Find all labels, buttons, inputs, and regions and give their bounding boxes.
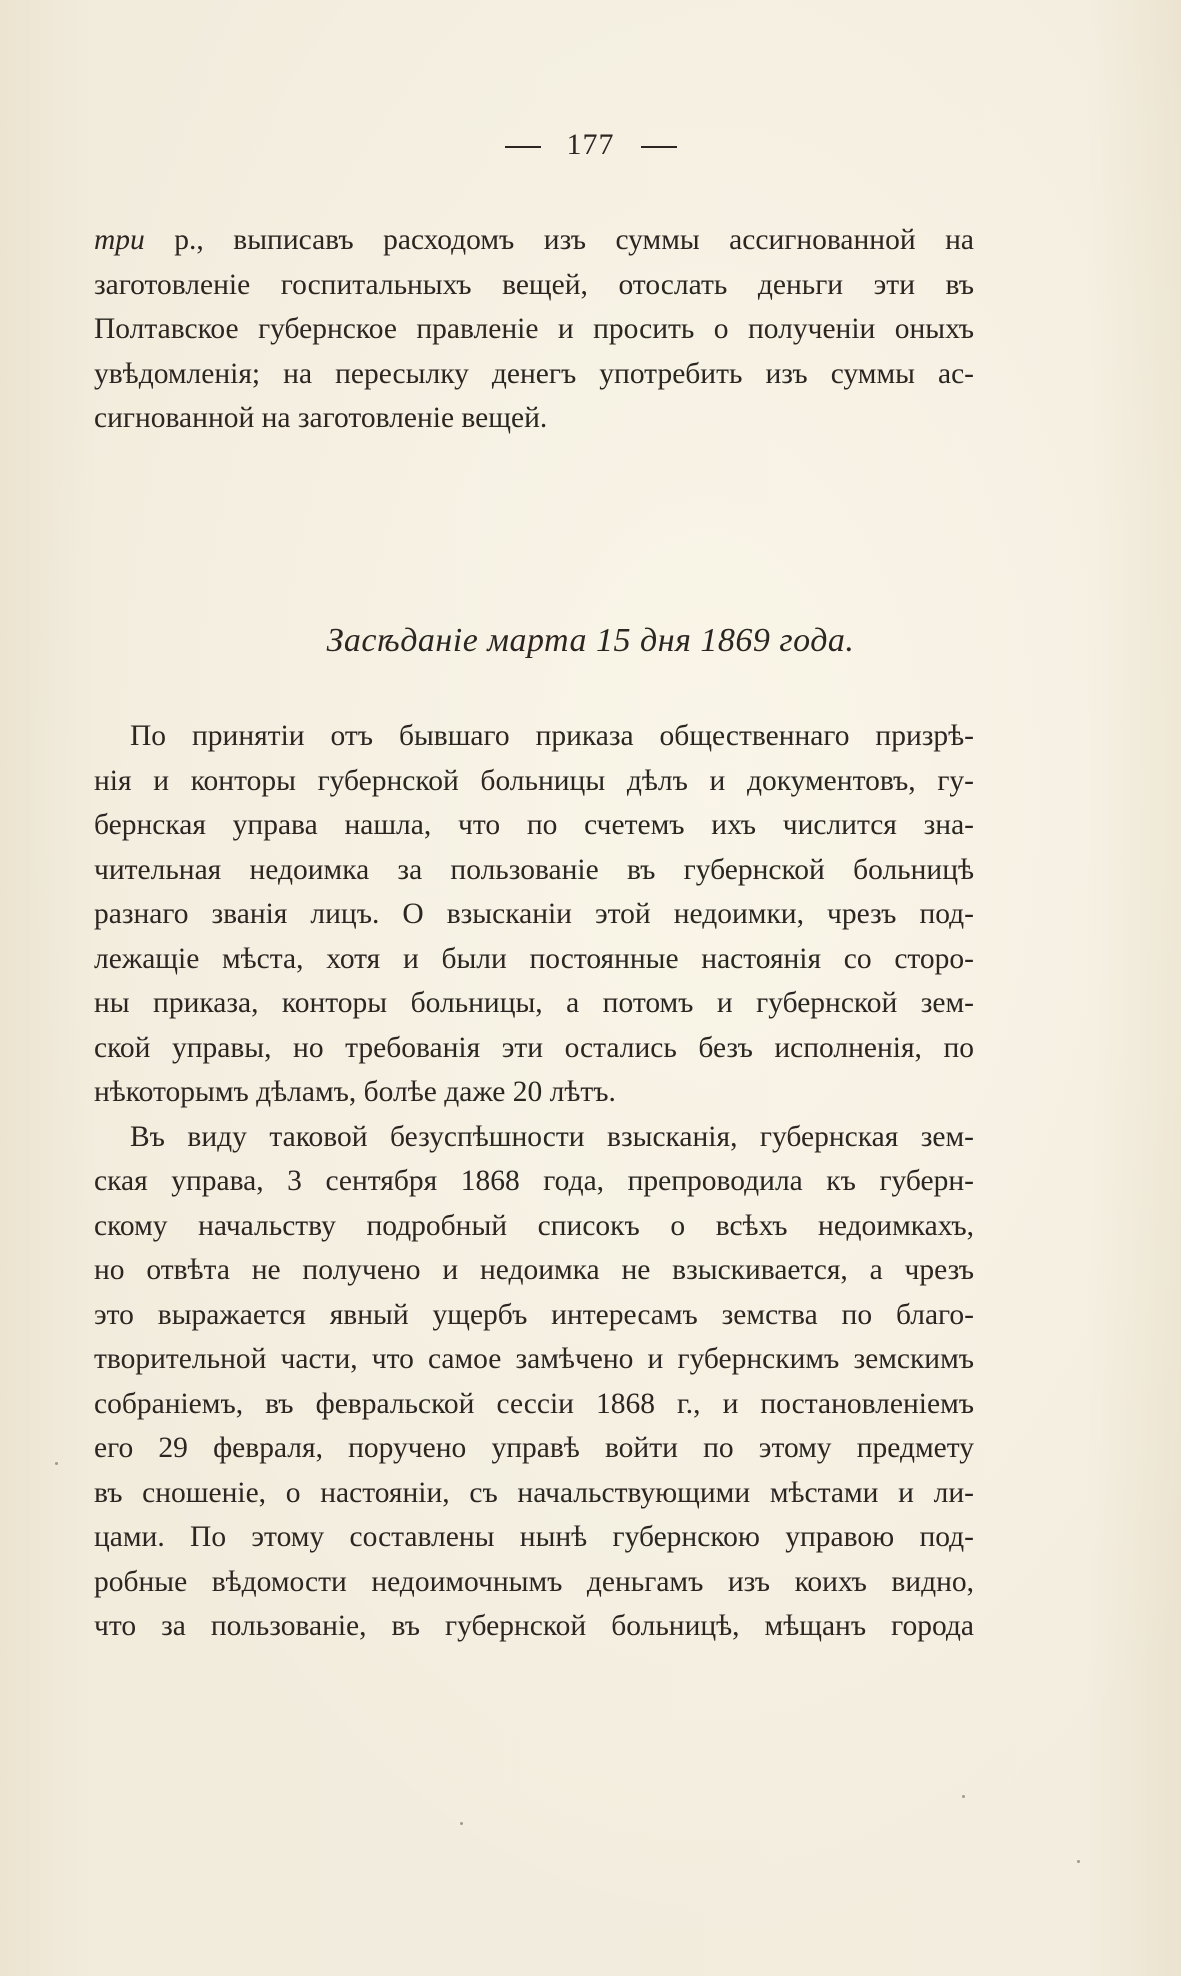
- paper-speck: [962, 1795, 965, 1798]
- text-line: нія и конторы губернской больницы дѣлъ и документовъ, гу-: [94, 764, 974, 797]
- text-line: сигнованной на заготовленіе вещей.: [94, 402, 548, 434]
- text-line: его 29 февраля, поручено управѣ войти по этому предмету: [94, 1432, 974, 1464]
- italic-word: три: [94, 224, 145, 256]
- text-line: скому начальству подробный списокъ о всѣхъ недоимкахъ,: [94, 1209, 974, 1242]
- text-line: творительной части, что самое замѣчено и губернскимъ земскимъ: [94, 1343, 974, 1375]
- text-line: бернская управа нашла, что по счетемъ ихъ числится зна-: [94, 809, 974, 841]
- page-number: [0, 128, 1181, 162]
- text-line: разнаго званія лицъ. О взысканіи этой недоимки, чрезъ под-: [94, 898, 974, 930]
- text-line: это выражается явный ущербъ интересамъ земства по благо-: [94, 1298, 974, 1331]
- paper-speck: [460, 1822, 463, 1825]
- dash-right: [641, 146, 677, 148]
- paper-speck: [1077, 1860, 1080, 1863]
- text-line: но отвѣта не получено и недоимка не взыскивается, а чрезъ: [94, 1254, 974, 1286]
- dash-left: [505, 146, 541, 148]
- text-line: ская управа, 3 сентября 1868 года, препроводила къ губерн-: [94, 1165, 974, 1197]
- text-line: въ сношеніе, о настояніи, съ начальствующими мѣстами и ли-: [94, 1476, 974, 1509]
- body-text: [94, 714, 974, 1649]
- text-line: Въ виду таковой безуспѣшности взысканія, губернская зем-: [130, 1120, 974, 1153]
- paper-speck: [55, 1462, 58, 1465]
- text-line: ской управы, но требованія эти остались безъ исполненія, по: [94, 1031, 974, 1064]
- text-line: ны приказа, конторы больницы, а потомъ и губернской зем-: [94, 987, 974, 1019]
- text-line: нѣкоторымъ дѣламъ, болѣе даже 20 лѣтъ.: [94, 1076, 616, 1108]
- page-number-value: 177: [566, 128, 615, 161]
- show-through-text: [130, 410, 1090, 710]
- line-text: р., выписавъ расходомъ изъ суммы ассигнованной на: [144, 224, 974, 256]
- text-line: По принятіи отъ бывшаго приказа общественнаго призрѣ-: [130, 720, 974, 752]
- section-heading: Засѣданіе марта 15 дня 1869 года.: [326, 622, 855, 659]
- text-line: цами. По этому составлены нынѣ губернскою управою под-: [94, 1521, 974, 1553]
- text-line: чительная недоимка за пользованіе въ губернской больницѣ: [94, 853, 974, 886]
- text-line: лежащіе мѣста, хотя и были постоянные настоянія со сторо-: [94, 942, 974, 975]
- text-line: заготовленіе госпитальныхъ вещей, отослать деньги эти въ: [94, 268, 974, 301]
- text-line: [94, 218, 974, 263]
- text-line: Полтавское губернское правленіе и просить о полученіи оныхъ: [94, 313, 974, 345]
- text-line: что за пользованіе, въ губернской больницѣ, мѣщанъ города: [94, 1610, 974, 1642]
- text-line: собраніемъ, въ февральской сессіи 1868 г., и постановленіемъ: [94, 1387, 974, 1420]
- text-line: увѣдомленія; на пересылку денегъ употребить изъ суммы ас-: [94, 357, 974, 390]
- paragraph-continuation: [94, 218, 974, 441]
- text-line: робные вѣдомости недоимочнымъ деньгамъ изъ коихъ видно,: [94, 1565, 974, 1598]
